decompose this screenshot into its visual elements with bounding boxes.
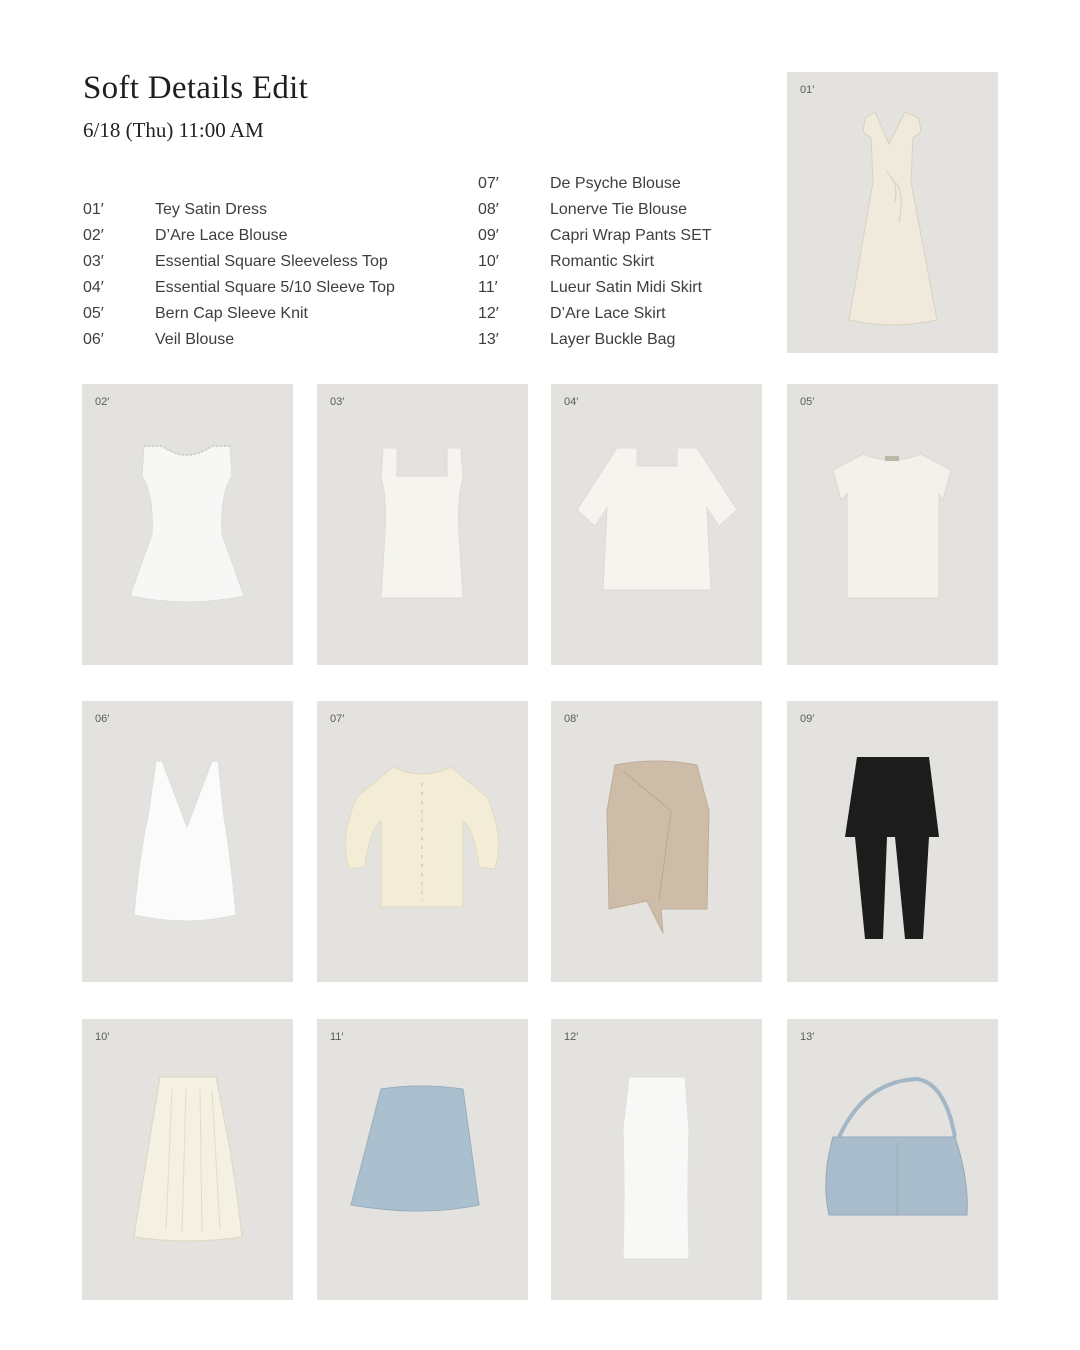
lace-skirt-icon: [551, 1019, 762, 1300]
list-item: [478, 197, 838, 223]
item-number: 02′: [83, 227, 104, 244]
item-number: 09′: [478, 227, 499, 244]
sleeveless-top-icon: [317, 384, 528, 665]
product-card-04[interactable]: [551, 384, 762, 665]
card-number: 01′: [800, 84, 815, 96]
sleeve-top-icon: [551, 384, 762, 665]
satin-dress-icon: [787, 72, 998, 353]
list-item: [83, 223, 443, 249]
list-item: [478, 301, 838, 327]
item-name: Lueur Satin Midi Skirt: [550, 279, 703, 296]
product-card-01[interactable]: [787, 72, 998, 353]
item-name: Essential Square Sleeveless Top: [155, 253, 388, 270]
product-card-12[interactable]: [551, 1019, 762, 1300]
list-item: [83, 275, 443, 301]
card-number: 10′: [95, 1031, 110, 1043]
item-name: D’Are Lace Skirt: [550, 305, 666, 322]
launch-date: 6/18 (Thu) 11:00 AM: [83, 118, 264, 142]
veil-blouse-icon: [82, 701, 293, 982]
list-item: [478, 327, 838, 353]
list-item: [478, 171, 838, 197]
lace-blouse-icon: [82, 384, 293, 665]
card-number: 13′: [800, 1031, 815, 1043]
card-number: 05′: [800, 396, 815, 408]
item-number: 10′: [478, 253, 499, 270]
item-number: 04′: [83, 279, 104, 296]
card-number: 11′: [330, 1031, 344, 1043]
item-number: 11′: [478, 279, 498, 296]
product-card-13[interactable]: [787, 1019, 998, 1300]
product-card-02[interactable]: [82, 384, 293, 665]
item-name: De Psyche Blouse: [550, 175, 681, 192]
list-item: [478, 249, 838, 275]
card-number: 06′: [95, 713, 110, 725]
card-number: 07′: [330, 713, 345, 725]
cap-sleeve-knit-icon: [787, 384, 998, 665]
item-name: Tey Satin Dress: [155, 201, 268, 218]
product-card-06[interactable]: [82, 701, 293, 982]
item-number: 01′: [83, 201, 104, 218]
list-item: [478, 275, 838, 301]
item-name: Veil Blouse: [155, 331, 235, 348]
item-number: 05′: [83, 305, 104, 322]
card-number: 04′: [564, 396, 579, 408]
item-name: D’Are Lace Blouse: [155, 227, 288, 244]
product-card-03[interactable]: [317, 384, 528, 665]
page-title: Soft Details Edit: [83, 70, 309, 106]
item-name: Lonerve Tie Blouse: [550, 201, 687, 218]
product-card-08[interactable]: [551, 701, 762, 982]
product-card-11[interactable]: [317, 1019, 528, 1300]
product-card-09[interactable]: [787, 701, 998, 982]
item-name: Bern Cap Sleeve Knit: [155, 305, 308, 322]
item-number: 03′: [83, 253, 104, 270]
item-number: 07′: [478, 175, 499, 192]
card-number: 08′: [564, 713, 579, 725]
list-item: [83, 327, 443, 353]
wrap-pants-icon: [787, 701, 998, 982]
item-number: 13′: [478, 331, 499, 348]
list-item: [83, 197, 443, 223]
buckle-bag-icon: [787, 1019, 998, 1300]
list-item: [83, 249, 443, 275]
item-name: Romantic Skirt: [550, 253, 655, 270]
card-number: 09′: [800, 713, 815, 725]
product-list-right: [478, 171, 838, 353]
card-number: 02′: [95, 396, 110, 408]
romantic-skirt-icon: [82, 1019, 293, 1300]
list-item: [83, 301, 443, 327]
product-card-05[interactable]: [787, 384, 998, 665]
item-name: Essential Square 5/10 Sleeve Top: [155, 279, 395, 296]
product-card-07[interactable]: [317, 701, 528, 982]
satin-midi-skirt-icon: [317, 1019, 528, 1300]
item-number: 08′: [478, 201, 499, 218]
card-number: 03′: [330, 396, 345, 408]
tie-blouse-icon: [551, 701, 762, 982]
item-name: Capri Wrap Pants SET: [550, 227, 712, 244]
product-card-10[interactable]: [82, 1019, 293, 1300]
item-number: 06′: [83, 331, 104, 348]
list-item: [478, 223, 838, 249]
card-number: 12′: [564, 1031, 579, 1043]
psyche-blouse-icon: [317, 701, 528, 982]
product-list-left: [83, 197, 443, 353]
item-name: Layer Buckle Bag: [550, 331, 676, 348]
item-number: 12′: [478, 305, 499, 322]
